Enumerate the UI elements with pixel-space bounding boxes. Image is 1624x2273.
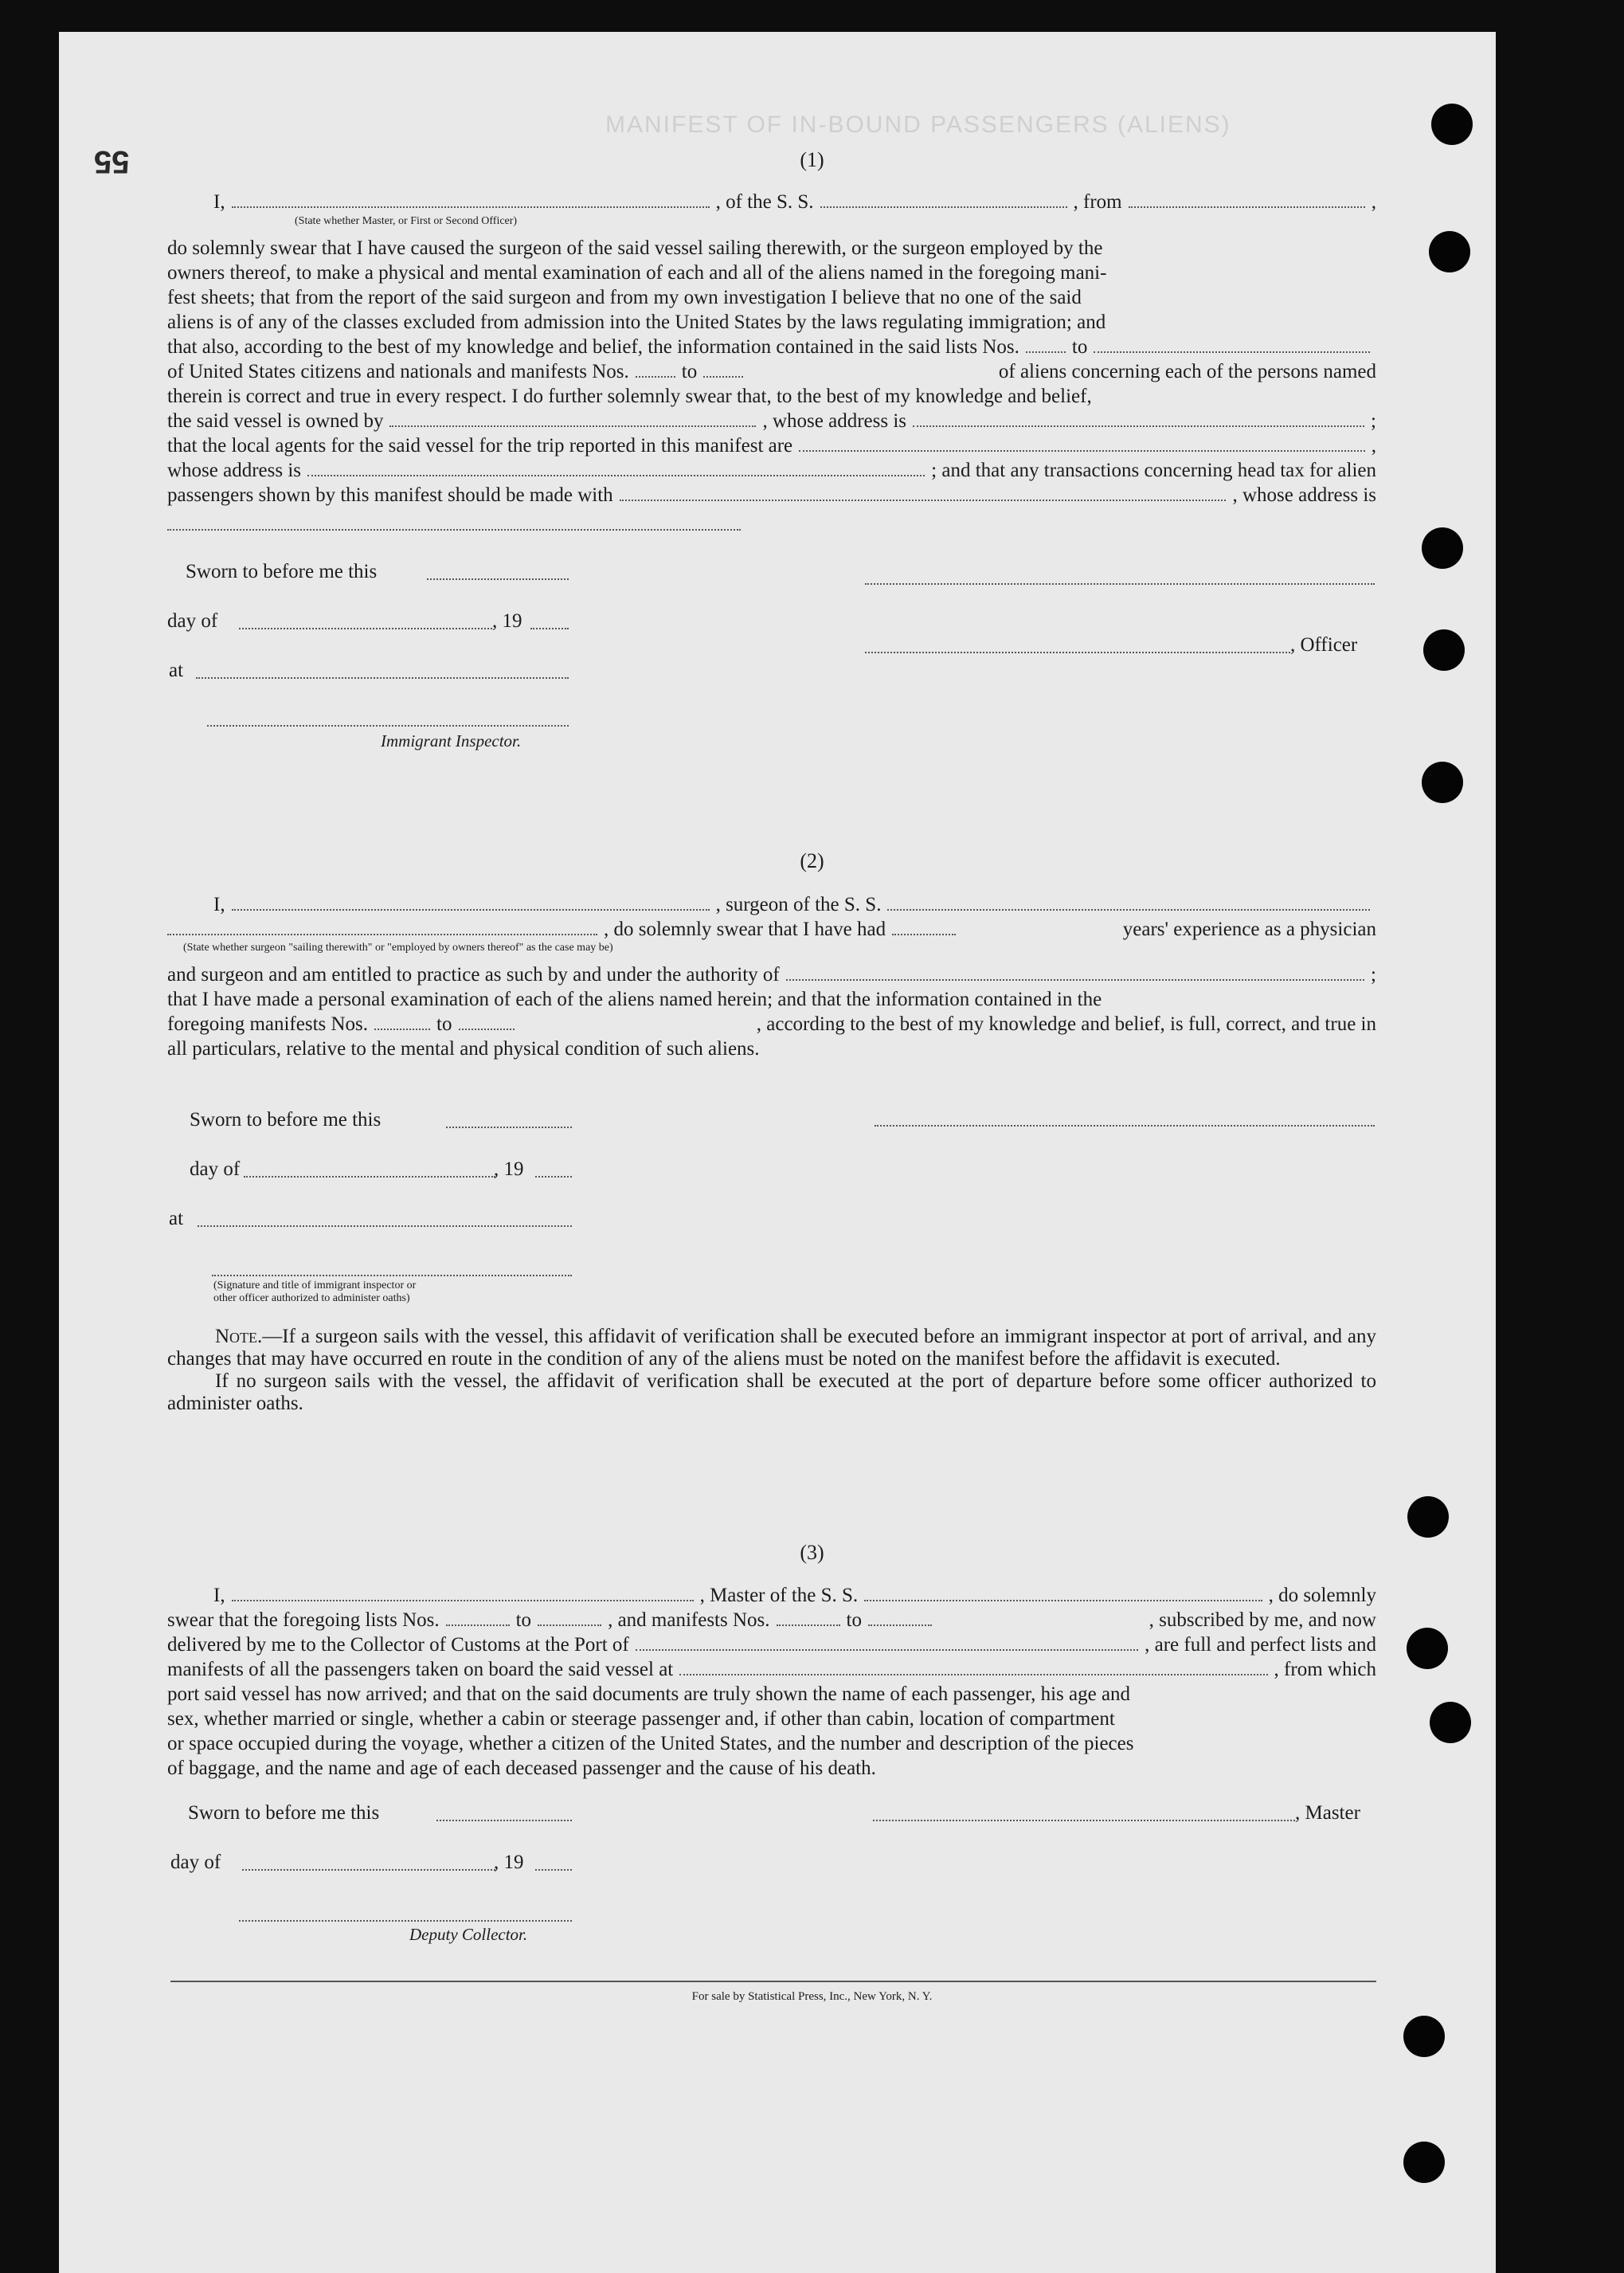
agents-address-blank[interactable]	[307, 460, 925, 476]
punch-hole	[1430, 1702, 1471, 1743]
surgeon-name-blank[interactable]	[232, 895, 710, 911]
name-blank[interactable]	[232, 192, 710, 208]
s1-body-4: aliens is of any of the classes excluded from admission into the United States by the laws regulating immigration; and	[167, 312, 1106, 333]
address-continuation-blank[interactable]	[167, 529, 741, 531]
surgeon-vessel-blank[interactable]	[887, 895, 1370, 911]
s3-master-label: , Master	[1295, 1802, 1360, 1824]
s1-body-2: owners thereof, to make a physical and mental examination of each and all of the aliens named in the foregoing mani-	[167, 262, 1107, 284]
note-label: Note.	[215, 1326, 263, 1347]
s2-line-6: all particulars, relative to the mental and physical condition of such aliens.	[167, 1038, 760, 1060]
s2-line-5: foregoing manifests Nos. to , according to the best of my knowledge and belief, is full, correct, and true in	[167, 1013, 1376, 1035]
s3-line-1: I, , Master of the S. S. , do solemnly	[213, 1585, 1376, 1606]
s3-line-3: delivered by me to the Collector of Customs at the Port of , are full and perfect lists and	[167, 1634, 1376, 1656]
s1-signer-title: Immigrant Inspector.	[381, 731, 522, 750]
s1-body-3: fest sheets; that from the report of the said surgeon and from my own investigation I believe that no one of the said	[167, 287, 1082, 308]
s1-officer-name-blank[interactable]	[865, 583, 1375, 585]
s1-sworn-label: Sworn to before me this	[186, 561, 378, 582]
s3-day-label: day of	[170, 1852, 221, 1873]
punch-hole	[1407, 1628, 1448, 1669]
lists-from-blank[interactable]	[1026, 337, 1066, 353]
s2-year-blank[interactable]	[535, 1176, 572, 1178]
s1-sworn-blank[interactable]	[427, 578, 569, 580]
s3-line-2: swear that the foregoing lists Nos. to , and manifests Nos. to , subscribed by me, and now	[167, 1609, 1376, 1631]
owner-address-blank[interactable]	[913, 411, 1364, 427]
s3-year-blank[interactable]	[535, 1869, 572, 1871]
s2-year-label: , 19	[494, 1158, 524, 1180]
s2-line-4: that I have made a personal examination of each of the aliens named herein; and that the information contained in the	[167, 989, 1102, 1010]
s2-line-1: I, , surgeon of the S. S.	[167, 894, 1376, 916]
s2-at-blank[interactable]	[198, 1225, 572, 1227]
s3-collector-sign-blank[interactable]	[239, 1920, 572, 1922]
s1-line-10: whose address is ; and that any transactions concerning head tax for alien	[167, 460, 1376, 481]
agents-blank[interactable]	[799, 436, 1365, 452]
s1-line-9: that the local agents for the said vessel for the trip reported in this manifest are ,	[167, 435, 1376, 457]
page-number: 55	[94, 144, 130, 179]
surgeon-status-blank[interactable]	[167, 919, 597, 935]
s3-sworn-label: Sworn to before me this	[188, 1802, 380, 1824]
punch-hole	[1423, 629, 1465, 671]
s1-line-1: I, , of the S. S. , from ,	[213, 191, 1376, 213]
s1-at-blank[interactable]	[196, 677, 569, 679]
s2-manifest-to-blank[interactable]	[459, 1014, 515, 1030]
master-vessel-blank[interactable]	[864, 1585, 1262, 1601]
s3-body-3: or space occupied during the voyage, whether a citizen of the United States, and the number and description of the pieces	[167, 1733, 1134, 1754]
authority-blank[interactable]	[786, 965, 1364, 981]
lists-to-blank[interactable]	[1094, 337, 1370, 353]
s3-lists-to-blank[interactable]	[538, 1610, 601, 1626]
s1-year-blank[interactable]	[530, 628, 569, 629]
master-name-blank[interactable]	[232, 1585, 694, 1601]
manifest-from-blank[interactable]	[636, 362, 675, 378]
s1-line-8: the said vessel is owned by , whose address is ;	[167, 410, 1376, 432]
s3-body-4: of baggage, and the name and age of each deceased passenger and the cause of his death.	[167, 1758, 876, 1779]
s1-day-label: day of	[167, 610, 218, 632]
embark-port-blank[interactable]	[679, 1660, 1267, 1675]
s2-line-2: , do solemnly swear that I have had years' experience as a physician	[167, 919, 1376, 941]
s1-officer-label: , Officer	[1290, 634, 1358, 656]
s1-line-7: therein is correct and true in every respect. I do further solemnly swear that, to the best of my knowledge and belief,	[167, 386, 1092, 407]
s3-lists-from-blank[interactable]	[446, 1610, 510, 1626]
s1-inspector-sign-blank[interactable]	[207, 725, 569, 727]
s2-sig-caption-2: other officer authorized to administer oaths)	[213, 1292, 410, 1304]
s2-inspector-sign-blank[interactable]	[212, 1275, 572, 1276]
footer-rule	[170, 1981, 1376, 1982]
s2-line-3: and surgeon and am entitled to practice as such by and under the authority of ;	[167, 964, 1376, 986]
s3-body-2: sex, whether married or single, whether a cabin or steerage passenger and, if other than cabin, location of compartment	[167, 1708, 1115, 1730]
note-text-1: —If a surgeon sails with the vessel, this affidavit of verification shall be executed before an immigrant inspector at port of arrival, and any changes that may have occurred en route in the condition of any of the aliens must be noted on the manifest before the affidavit is executed.	[167, 1326, 1376, 1370]
s2-at-label: at	[169, 1208, 184, 1229]
s2-manifest-from-blank[interactable]	[374, 1014, 430, 1030]
from-blank[interactable]	[1129, 192, 1365, 208]
punch-hole	[1403, 2142, 1445, 2183]
s1-at-label: at	[169, 660, 184, 681]
punch-hole	[1422, 527, 1463, 569]
years-blank[interactable]	[892, 919, 956, 935]
section-3-heading: (3)	[800, 1541, 824, 1564]
port-blank[interactable]	[636, 1635, 1138, 1651]
vessel-blank[interactable]	[820, 192, 1067, 208]
s2-day-label: day of	[190, 1158, 241, 1180]
s2-officer-blank[interactable]	[875, 1125, 1375, 1127]
s3-master-sign-blank[interactable]	[873, 1820, 1295, 1821]
punch-hole	[1431, 104, 1473, 145]
s2-note	[167, 1326, 1376, 1415]
section-2-heading: (2)	[800, 849, 824, 872]
owner-blank[interactable]	[389, 411, 756, 427]
s1-year-label: , 19	[492, 610, 522, 632]
bleed-through-header: MANIFEST OF IN-BOUND PASSENGERS (ALIENS)	[605, 112, 1231, 138]
s1-officer-sign-blank[interactable]	[865, 652, 1290, 653]
s1-day-blank[interactable]	[239, 628, 492, 629]
s3-manifest-from-blank[interactable]	[777, 1610, 840, 1626]
s2-sig-caption-1: (Signature and title of immigrant inspector or	[213, 1280, 417, 1291]
s2-sworn-blank[interactable]	[446, 1127, 572, 1128]
s2-sworn-label: Sworn to before me this	[190, 1109, 382, 1131]
section-1-heading: (1)	[800, 148, 824, 171]
punch-hole	[1422, 762, 1463, 803]
s3-line-4: manifests of all the passengers taken on board the said vessel at , from which	[167, 1659, 1376, 1680]
footer-imprint: For sale by Statistical Press, Inc., New York, N. Y.	[691, 1990, 933, 2003]
s1-line-6: of United States citizens and nationals and manifests Nos. to of aliens concerning each of the persons named	[167, 361, 1376, 382]
punch-hole	[1429, 231, 1470, 272]
s3-manifest-to-blank[interactable]	[868, 1610, 932, 1626]
s3-year-label: , 19	[494, 1852, 524, 1873]
s1-line-5: that also, according to the best of my knowledge and belief, the information contained in the said lists Nos. to	[167, 336, 1376, 359]
s1-line-11: passengers shown by this manifest should be made with , whose address is	[167, 484, 1376, 506]
s3-signer-title: Deputy Collector.	[409, 1925, 528, 1944]
s3-sworn-blank[interactable]	[436, 1820, 572, 1821]
punch-hole	[1403, 2016, 1445, 2057]
s3-day-blank[interactable]	[242, 1869, 495, 1871]
s2-caption: (State whether surgeon "sailing therewith" or "employed by owners thereof" as the case may be)	[183, 942, 613, 954]
head-tax-blank[interactable]	[620, 485, 1227, 501]
manifest-to-blank[interactable]	[703, 362, 743, 378]
s1-caption: (State whether Master, or First or Second Officer)	[295, 215, 518, 227]
s3-body-1: port said vessel has now arrived; and that on the said documents are truly shown the name of each passenger, his age and	[167, 1683, 1131, 1705]
s2-day-blank[interactable]	[244, 1176, 495, 1178]
note-text-2: If no surgeon sails with the vessel, the affidavit of verification shall be executed at the port of departure before some officer authorized to administer oaths.	[167, 1370, 1376, 1414]
s1-body-1: do solemnly swear that I have caused the surgeon of the said vessel sailing therewith, or the surgeon employed by the	[167, 237, 1103, 259]
punch-hole	[1407, 1496, 1449, 1538]
